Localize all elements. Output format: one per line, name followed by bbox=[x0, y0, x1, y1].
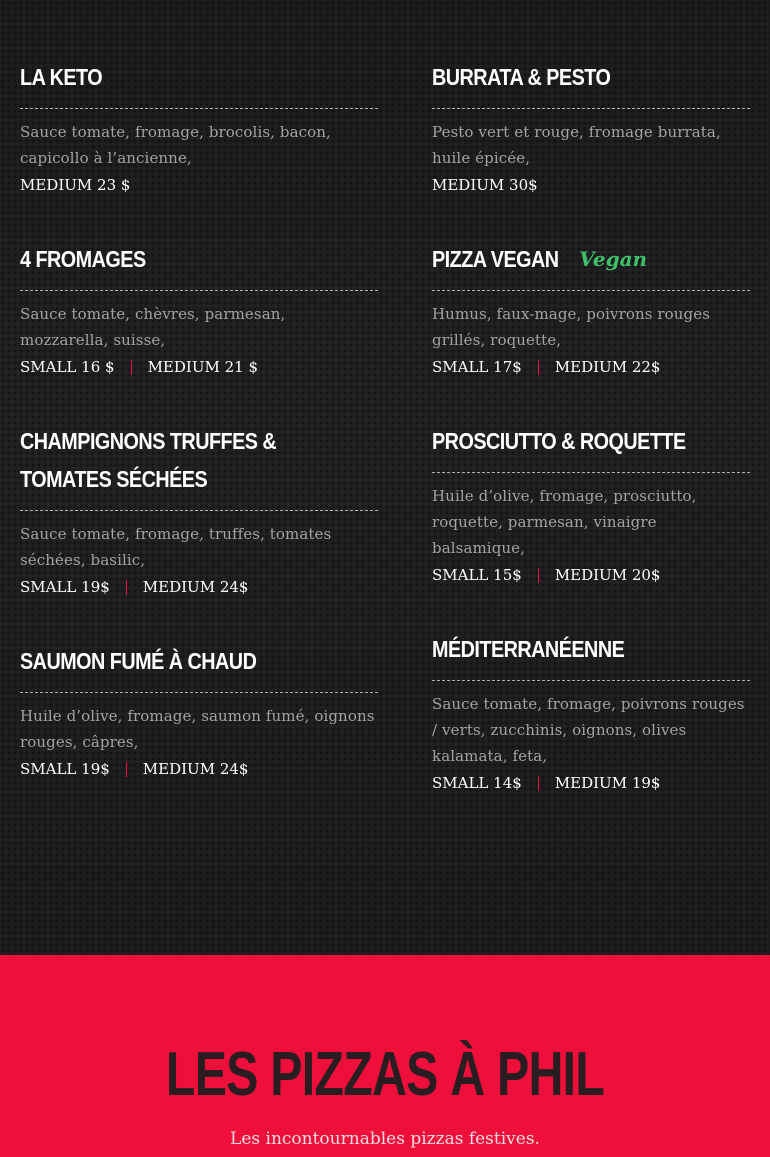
menu-item-prices bbox=[20, 172, 378, 198]
menu-item-title: LA KETO bbox=[20, 64, 103, 90]
menu-item-header bbox=[20, 642, 378, 680]
price-medium: MEDIUM 24$ bbox=[142, 760, 249, 778]
vegan-badge: Vegan bbox=[579, 247, 648, 271]
menu-item-description: Pesto vert et rouge, fromage burrata, huile épicée, bbox=[432, 123, 721, 167]
menu-item bbox=[432, 422, 750, 588]
menu-column-left bbox=[20, 58, 378, 824]
menu-item-prices bbox=[432, 172, 750, 198]
price-medium: MEDIUM 30$ bbox=[432, 176, 538, 194]
menu-item-header bbox=[432, 422, 750, 460]
price-separator bbox=[131, 360, 132, 375]
menu-item-description: Humus, faux-mage, poivrons rouges grillés, roquette, bbox=[432, 305, 711, 349]
price-medium: MEDIUM 22$ bbox=[554, 358, 661, 376]
dashed-divider bbox=[20, 290, 378, 291]
menu-item-prices bbox=[20, 756, 378, 782]
menu-item-header bbox=[20, 58, 378, 96]
menu-item-title: CHAMPIGNONS TRUFFES & TOMATES SÉCHÉES bbox=[20, 428, 277, 492]
menu-item-title: SAUMON FUMÉ À CHAUD bbox=[20, 648, 257, 674]
menu-item bbox=[20, 642, 378, 782]
menu-item bbox=[20, 240, 378, 380]
menu-item-prices bbox=[432, 770, 750, 796]
menu-item-prices bbox=[20, 574, 378, 600]
menu-item bbox=[432, 630, 750, 796]
price-small: SMALL 16 $ bbox=[20, 358, 115, 376]
price-medium: MEDIUM 21 $ bbox=[147, 358, 258, 376]
menu-item bbox=[20, 422, 378, 600]
menu-item-prices bbox=[432, 354, 750, 380]
price-separator bbox=[538, 568, 539, 583]
section-subtitle: Les incontournables pizzas festives. bbox=[230, 1129, 540, 1149]
menu-item-prices bbox=[20, 354, 378, 380]
menu-item-description: Huile d’olive, fromage, prosciutto, roquette, parmesan, vinaigre balsamique, bbox=[432, 487, 697, 557]
menu-item-title: BURRATA & PESTO bbox=[432, 64, 611, 90]
menu-item-title: PIZZA VEGAN bbox=[432, 246, 559, 272]
price-medium: MEDIUM 19$ bbox=[554, 774, 661, 792]
dashed-divider bbox=[20, 510, 378, 511]
dashed-divider bbox=[432, 472, 750, 473]
menu-item-description: Sauce tomate, fromage, brocolis, bacon, capicollo à l’ancienne, bbox=[20, 123, 331, 167]
price-medium: MEDIUM 24$ bbox=[142, 578, 249, 596]
price-separator bbox=[126, 580, 127, 595]
section-banner bbox=[0, 955, 770, 1157]
menu-item-header bbox=[20, 422, 378, 498]
menu-item-description: Sauce tomate, chèvres, parmesan, mozzarella, suisse, bbox=[20, 305, 286, 349]
menu-item bbox=[20, 58, 378, 198]
menu-item-title: 4 FROMAGES bbox=[20, 246, 146, 272]
menu-item bbox=[432, 58, 750, 198]
dashed-divider bbox=[432, 108, 750, 109]
price-separator bbox=[538, 360, 539, 375]
menu-item-title: MÉDITERRANÉENNE bbox=[432, 636, 625, 662]
price-small: SMALL 14$ bbox=[432, 774, 522, 792]
menu-item-header bbox=[432, 58, 750, 96]
dashed-divider bbox=[20, 692, 378, 693]
price-separator bbox=[538, 776, 539, 791]
price-medium: MEDIUM 20$ bbox=[554, 566, 661, 584]
menu-item-header bbox=[20, 240, 378, 278]
menu-item-header bbox=[432, 630, 750, 668]
price-small: SMALL 17$ bbox=[432, 358, 522, 376]
menu-item-description: Sauce tomate, fromage, poivrons rouges / verts, zucchinis, oignons, olives kalamata, feta, bbox=[432, 695, 745, 765]
menu-item-title: PROSCIUTTO & ROQUETTE bbox=[432, 428, 686, 454]
dashed-divider bbox=[20, 108, 378, 109]
price-small: SMALL 19$ bbox=[20, 578, 110, 596]
price-small: SMALL 19$ bbox=[20, 760, 110, 778]
menu-item-prices bbox=[432, 562, 750, 588]
price-medium: MEDIUM 23 $ bbox=[20, 176, 131, 194]
dashed-divider bbox=[432, 290, 750, 291]
menu-item-description: Sauce tomate, fromage, truffes, tomates séchées, basilic, bbox=[20, 525, 332, 569]
menu-item-description: Huile d’olive, fromage, saumon fumé, oignons rouges, câpres, bbox=[20, 707, 375, 751]
section-title: LES PIZZAS À PHIL bbox=[165, 1040, 605, 1109]
menu-item bbox=[432, 240, 750, 380]
dashed-divider bbox=[432, 680, 750, 681]
price-small: SMALL 15$ bbox=[432, 566, 522, 584]
menu-item-header bbox=[432, 240, 750, 278]
price-separator bbox=[126, 762, 127, 777]
menu-column-right bbox=[432, 58, 750, 838]
